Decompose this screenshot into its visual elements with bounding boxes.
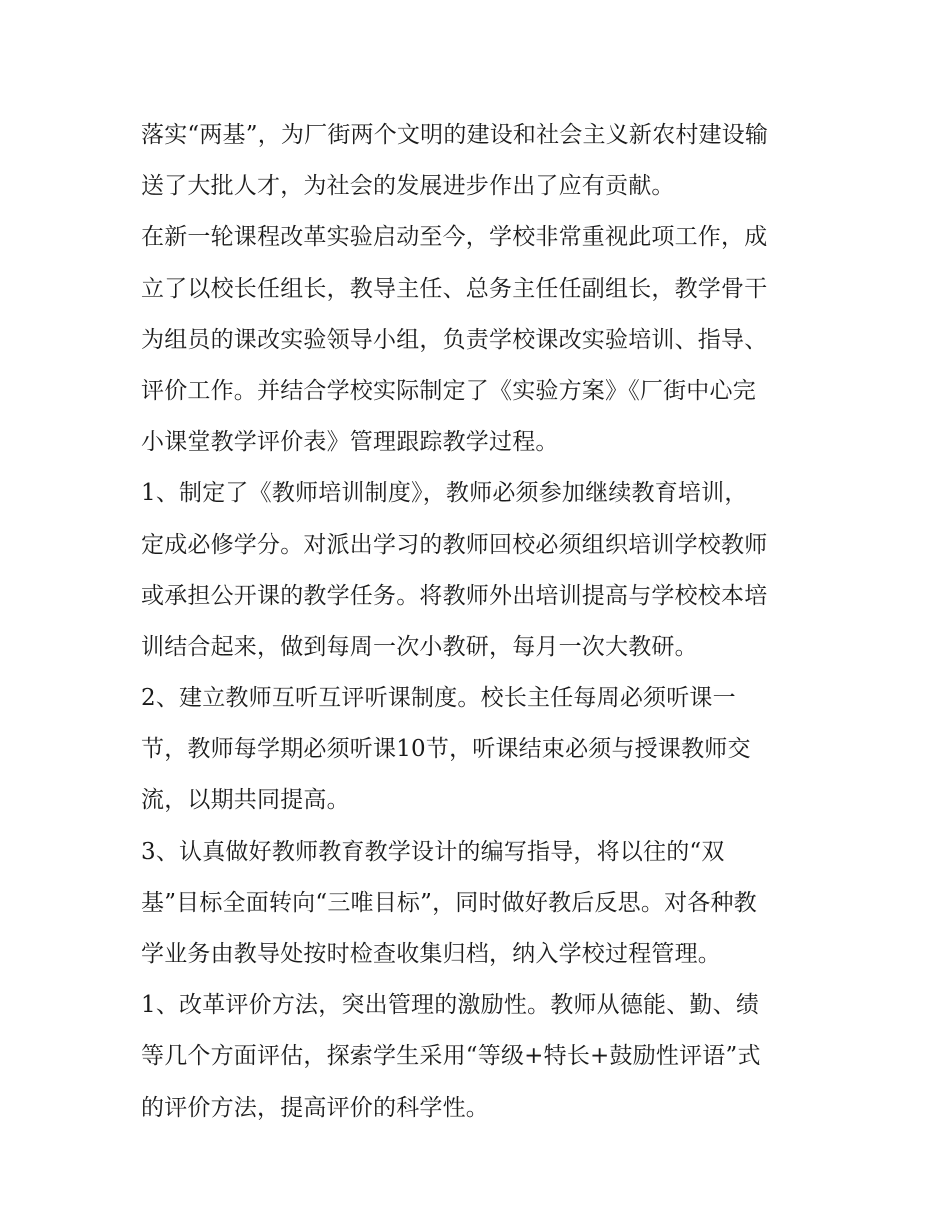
text-line: 立了以校长任组长，教导主任、总务主任任副组长，教学骨干 xyxy=(141,275,768,302)
text-line: 2、建立教师互听互评听课制度。校长主任每周必须听课一 xyxy=(141,685,736,712)
text-line: 在新一轮课程改革实验启动至今，学校非常重视此项工作，成 xyxy=(141,224,768,251)
text-line: 送了大批人才，为社会的发展进步作出了应有贡献。 xyxy=(141,173,675,200)
text-line: 训结合起来，做到每周一次小教研，每月一次大教研。 xyxy=(141,633,698,660)
text-line: 3、认真做好教师教育教学设计的编写指导，将以往的“双 xyxy=(141,838,725,865)
text-line: 为组员的课改实验领导小组，负责学校课改实验培训、指导、 xyxy=(141,326,768,353)
text-line: 等几个方面评估，探索学生采用“等级+特长+鼓励性评语”式 xyxy=(141,1043,761,1070)
text-line: 或承担公开课的教学任务。将教师外出培训提高与学校校本培 xyxy=(141,582,768,609)
text-line: 1、改革评价方法，突出管理的激励性。教师从德能、勤、绩 xyxy=(141,992,760,1019)
text-line: 的评价方法，提高评价的科学性。 xyxy=(141,1094,489,1121)
text-line: 流，以期共同提高。 xyxy=(141,787,350,814)
text-line: 1、制定了《教师培训制度》，教师必须参加继续教育培训， xyxy=(141,480,748,507)
text-line: 小课堂教学评价表》管理跟踪教学过程。 xyxy=(141,429,559,456)
text-line: 落实“两基”，为厂街两个文明的建设和社会主义新农村建设输 xyxy=(141,122,769,148)
text-line: 评价工作。并结合学校实际制定了《实验方案》《厂街中心完 xyxy=(141,377,756,404)
document-body xyxy=(141,110,821,1134)
text-line: 基”目标全面转向“三唯目标”，同时做好教后反思。对各种教 xyxy=(141,889,757,916)
text-line: 定成必修学分。对派出学习的教师回校必须组织培训学校教师 xyxy=(141,531,768,558)
text-line: 学业务由教导处按时检查收集归档，纳入学校过程管理。 xyxy=(141,941,721,967)
text-line: 节，教师每学期必须听课10节，听课结束必须与授课教师交 xyxy=(141,736,751,763)
